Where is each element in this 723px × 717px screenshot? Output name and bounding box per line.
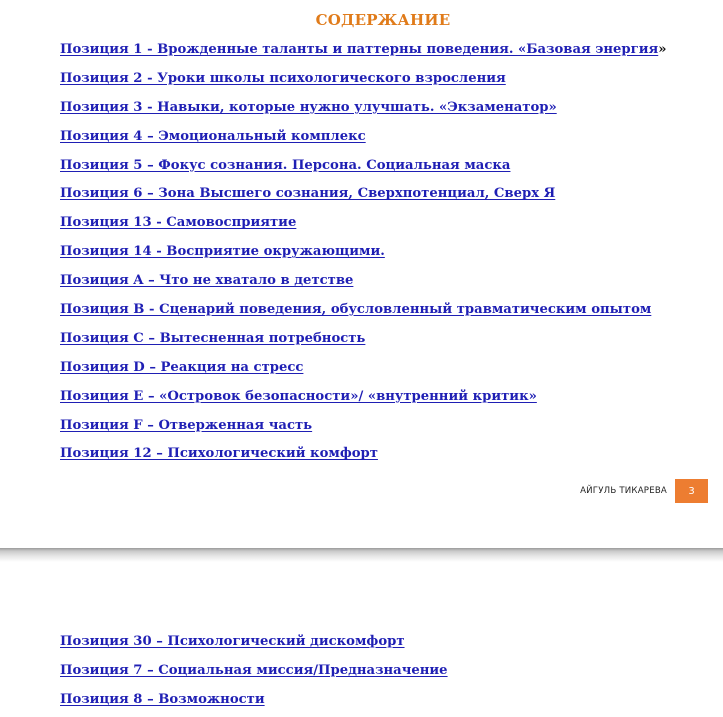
toc-item <box>60 387 666 416</box>
toc-list-continued <box>60 632 448 717</box>
toc-link[interactable]: Позиция 8 – Возможности <box>60 691 265 707</box>
toc-link[interactable]: Позиция C – Вытесненная потребность <box>60 330 366 346</box>
toc-item <box>60 329 666 358</box>
page-separator <box>0 548 723 562</box>
toc-item <box>60 40 666 69</box>
toc-link[interactable]: Позиция 12 – Психологический комфорт <box>60 446 378 462</box>
toc-link[interactable]: Позиция D – Реакция на стресс <box>60 359 304 375</box>
toc-item <box>60 358 666 387</box>
toc-link[interactable]: Позиция 4 – Эмоциональный комплекс <box>60 128 366 144</box>
toc-item <box>60 213 666 242</box>
footer-author: АЙГУЛЬ ТИКАРЕВА <box>580 486 667 496</box>
toc-item <box>60 156 666 185</box>
toc-link[interactable]: Позиция 7 – Социальная миссия/Предназначение <box>60 662 448 678</box>
toc-item <box>60 416 666 445</box>
toc-link[interactable]: Позиция 14 - Восприятие окружающими. <box>60 244 385 260</box>
toc-link[interactable]: Позиция 2 - Уроки школы психологического взросления <box>60 70 506 86</box>
toc-item <box>60 242 666 271</box>
toc-item <box>60 661 448 690</box>
toc-item <box>60 184 666 213</box>
toc-link[interactable]: Позиция B - Сценарий поведения, обусловленный травматическим опытом <box>60 302 652 318</box>
toc-link[interactable]: Позиция 5 – Фокус сознания. Персона. Социальная маска <box>60 157 511 173</box>
toc-link[interactable]: Позиция 1 - Врожденные таланты и паттерны поведения. «Базовая энергия <box>60 42 659 57</box>
page-footer <box>580 479 708 503</box>
toc-link[interactable]: Позиция 3 - Навыки, которые нужно улучшать. «Экзаменатор» <box>60 99 557 115</box>
page-number-badge: 3 <box>675 479 708 503</box>
toc-item <box>60 69 666 98</box>
toc-title: СОДЕРЖАНИЕ <box>315 11 451 29</box>
toc-link-tail: » <box>658 42 667 57</box>
toc-item <box>60 300 666 329</box>
toc-link[interactable]: Позиция E – «Островок безопасности»/ «внутренний критик» <box>60 388 537 404</box>
document-page-2 <box>0 562 723 717</box>
toc-item <box>60 690 448 717</box>
toc-link[interactable]: Позиция F – Отверженная часть <box>60 417 313 433</box>
toc-item <box>60 632 448 661</box>
toc-item <box>60 271 666 300</box>
toc-link[interactable]: Позиция 6 – Зона Высшего сознания, Сверхпотенциал, Сверх Я <box>60 186 556 202</box>
toc-list <box>60 40 666 473</box>
toc-item <box>60 444 666 473</box>
toc-link[interactable]: Позиция 13 - Самовосприятие <box>60 215 297 231</box>
toc-link[interactable]: Позиция 30 – Психологический дискомфорт <box>60 634 405 649</box>
toc-item <box>60 98 666 127</box>
toc-link[interactable]: Позиция A – Что не хватало в детстве <box>60 273 354 289</box>
toc-item <box>60 127 666 156</box>
